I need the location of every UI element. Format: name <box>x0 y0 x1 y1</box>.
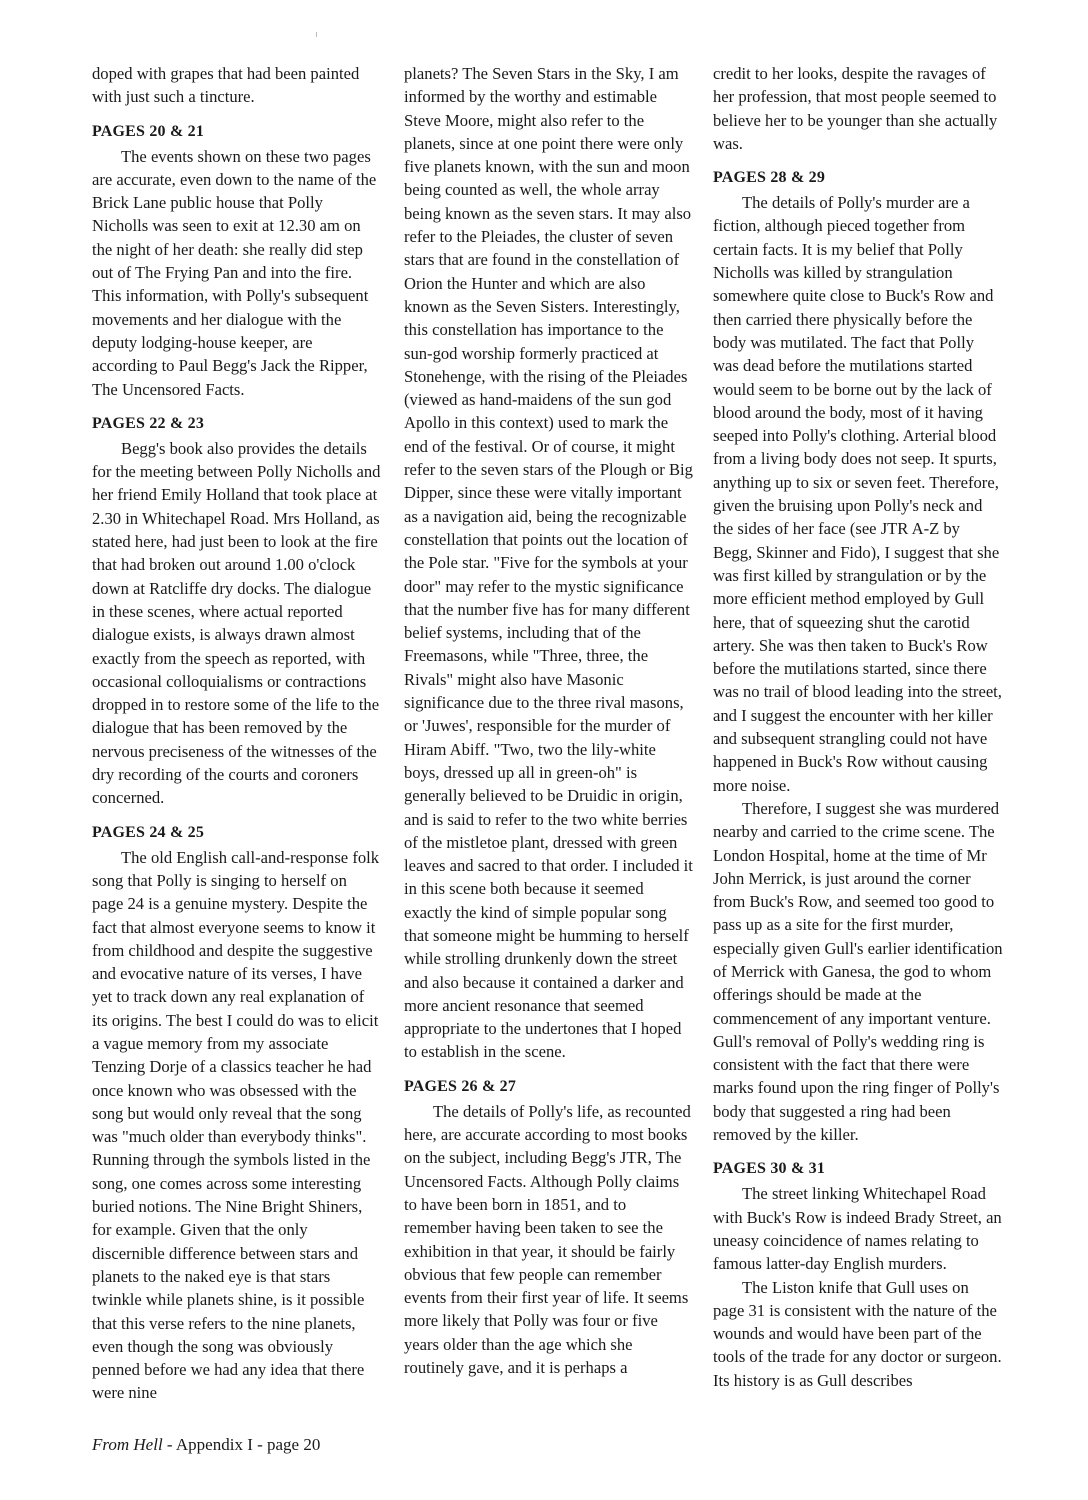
footer-book-title: From Hell <box>92 1435 163 1454</box>
section-heading: PAGES 22 & 23 <box>92 414 205 432</box>
section-heading: PAGES 24 & 25 <box>92 823 205 841</box>
section-heading: PAGES 20 & 21 <box>92 122 205 140</box>
paragraph: The Liston knife that Gull uses on page 31 is consistent with the nature of the wounds and would have been part of the tools of the trade for any doctor or surgeon. Its history is as Gull describes <box>713 1277 1002 1390</box>
paragraph: The details of Polly's murder are a fiction, although pieced together from certain facts. It is my belief that Polly Nicholls was killed by strangulation somewhere quite close to Buck's Row and then carried there physically before the body was mutilated. The fact that Polly was dead before the mutilations started would seem to be borne out by the lack of blood around the body, most of it having seeped into Polly's clothing. Arterial blood from a living body does not seep. It spurts, anything up to six or seven feet. Therefore, given the bruising upon Polly's neck and the sides of her face (see JTR A-Z by Begg, Skinner and Fido), I suggest that she was first killed by strangulation or by the more efficient method employed by Gull here, that of squeezing shut the carotid artery. She was then taken to Buck's Row before the mutilations started, since there was no trail of blood leading into the street, and I suggest the encounter with her killer and subsequent strangling could not have happened in Buck's Row without causing more noise. <box>713 193 1002 795</box>
section-heading: PAGES 26 & 27 <box>404 1077 517 1095</box>
paragraph: credit to her looks, despite the ravages of her profession, that most people seemed to believe her to be younger than she actually was. <box>713 64 998 153</box>
text-column-2 <box>404 62 694 1379</box>
page-footer <box>92 1434 320 1456</box>
paragraph: doped with grapes that had been painted with just such a tincture. <box>92 64 360 107</box>
section-heading: PAGES 28 & 29 <box>713 169 826 187</box>
page-tick-mark <box>316 32 317 37</box>
paragraph: Therefore, I suggest she was murdered nearby and carried to the crime scene. The London Hospital, home at the time of Mr John Merrick, is just around the corner from Buck's Row, and seemed too good to pass up as a site for the first murder, especially given Gull's earlier identification of Merrick with Ganesa, the god to whom offerings should be made at the commencement of any important venture. Gull's removal of Polly's wedding ring is consistent with the fact that there were marks found upon the ring finger of Polly's body that suggested a ring had been removed by the killer. <box>713 798 1003 1145</box>
section-heading: PAGES 30 & 31 <box>713 1160 826 1178</box>
paragraph: The details of Polly's life, as recounted here, are accurate according to most books on the subject, including Begg's JTR, The Uncensored Facts. Although Polly claims to have been born in 1851, and to remember having been taken to see the exhibition in that year, it should be fairly obvious that few people can remember events from their first year of life. It seems more likely that Polly was four or five years older than the age which she routinely gave, and it is perhaps a <box>404 1101 691 1378</box>
footer-page-label: - Appendix I - page 20 <box>162 1435 321 1454</box>
text-column-1 <box>92 62 382 1405</box>
paragraph: The old English call-and-response folk song that Polly is singing to herself on page 24 is a genuine mystery. Despite the fact that almost everyone seems to know it from childhood and despite the suggestive and evocative nature of its verses, I have yet to track down any real explanation of its origins. The best I could do was to elicit a vague memory from my associate Tenzing Dorje of a classics teacher he had once known who was obsessed with the song but would only reveal that the song was "much older than everybody thinks". Running through the symbols listed in the song, one comes across some interesting buried notions. The Nine Bright Shiners, for example. Given that the only discernible difference between stars and planets to the naked eye is that stars twinkle while planets shine, is it possible that this verse refers to the nine planets, even though the song was obviously penned before we had any idea that there were nine <box>92 847 380 1403</box>
paragraph: The events shown on these two pages are accurate, even down to the name of the Brick Lane public house that Polly Nicholls was seen to exit at 12.30 am on the night of her death: she really did step out of The Frying Pan and into the fire. This information, with Polly's subsequent movements and her dialogue with the deputy lodging-house keeper, are according to Paul Begg's Jack the Ripper, The Uncensored Facts. <box>92 146 377 399</box>
paragraph: The street linking Whitechapel Road with Buck's Row is indeed Brady Street, an uneasy coincidence of names relating to famous latter-day English murders. <box>713 1184 1002 1274</box>
paragraph: Begg's book also provides the details for the meeting between Polly Nicholls and her friend Emily Holland that took place at 2.30 in Whitechapel Road. Mrs Holland, as stated here, had just been to look at the fire that had broken out around 1.00 o'clock down at Ratcliffe dry docks. The dialogue in these scenes, where actual reported dialogue exists, is always drawn almost exactly from the speech as reported, with occasional colloquialisms or contractions dropped in to restore some of the life to the dialogue that has been removed by the nervous preciseness of the witnesses of the dry recording of the courts and coroners concerned. <box>92 438 381 808</box>
text-column-3 <box>713 62 1003 1392</box>
paragraph: planets? The Seven Stars in the Sky, I am informed by the worthy and estimable Steve Moore, might also refer to the planets, since at one point there were only five planets known, with the sun and moon being counted as well, the whole array being known as the seven stars. It may also refer to the Pleiades, the cluster of seven stars that are found in the constellation of Orion the Hunter and which are also known as the Seven Sisters. Interestingly, this constellation has importance to the sun-god worship formerly practiced at Stonehenge, with the rising of the Pleiades (viewed as hand-maidens of the sun god Apollo in this context) used to mark the end of the festival. Or of course, it might refer to the seven stars of the Plough or Big Dipper, since these were vitally important as a navigation aid, being the recognizable constellation that points out the location of the Pole star. "Five for the symbols at your door" may refer to the mystic significance that the number five has for many different belief systems, including that of the Freemasons, while "Three, three, the Rivals" might also have Masonic significance due to the three rival masons, or 'Juwes', responsible for the murder of Hiram Abiff. "Two, two the lily-white boys, dressed up all in green-oh" is generally believed to be Druidic in origin, and is said to refer to the two white berries of the mistletoe plant, dressed with green leaves and sacred to that order. I included it in this scene both because it seemed exactly the kind of simple popular song that someone might be humming to herself while strolling drunkenly down the street and also because it contained a darker and more ancient resonance that seemed appropriate to the undertones that I hoped to establish in the scene. <box>404 64 693 1062</box>
